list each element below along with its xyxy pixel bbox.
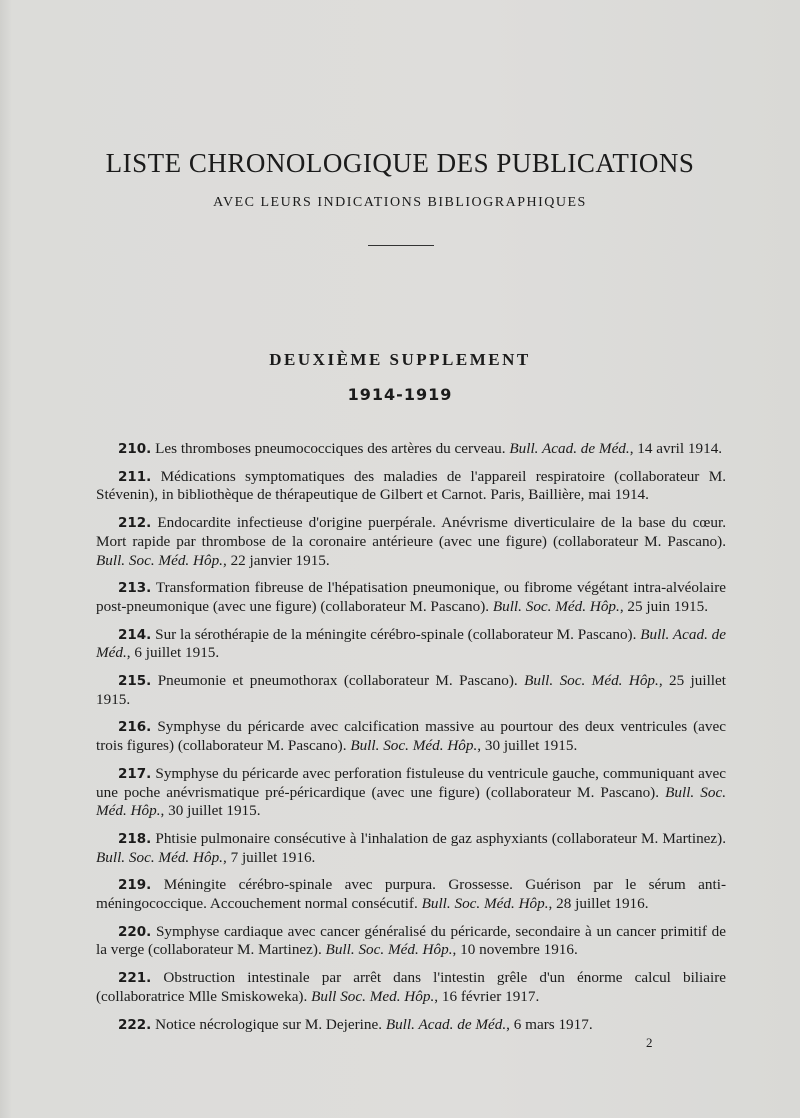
entry-number: 211. [118,468,152,485]
entry-date: , 10 novembre 1916. [452,941,578,959]
entry-text: Obstruction intestinale par arrêt dans l'intestin grêle d'un énorme calcul biliaire (collaboratrice Mlle Smiskoweka). [96,969,726,1005]
entry-reference: Bull. Soc. Méd. Hôp. [350,737,478,755]
entry-reference: Bull. Soc. Méd. Hôp. [96,783,726,820]
entry-number: 214. [118,626,152,643]
entry-reference: Bull. Soc. Méd. Hôp. [325,941,453,959]
entry-date: , 28 juillet 1916. [548,895,649,913]
page-title: LISTE CHRONOLOGIQUE DES PUBLICATIONS [105,148,695,178]
publication-entry [96,830,726,867]
entry-text: Notice nécrologique sur M. Dejerine. [151,1015,386,1033]
entry-reference: Bull. Soc. Méd. Hôp. [524,672,659,690]
entry-number: 210. [118,441,152,457]
entry-text: Endocardite infectieuse d'origine puerpérale. Anévrisme diverticulaire de la base du cœur. Mort rapide par thrombose de la coronaire antérieure (avec une figure) (collaborateur M. Pascano). [96,514,726,550]
entry-date: , 6 mars 1917. [506,1015,593,1033]
entry-date: , 6 juillet 1915. [126,644,220,662]
entry-number: 213. [118,580,152,597]
entry-reference: Bull. Soc. Méd. Hôp. [492,597,620,615]
entry-text: Phtisie pulmonaire consécutive à l'inhalation de gaz asphyxiants (collaborateur M. Martinez). [151,829,726,847]
entry-reference: Bull Soc. Med. Hôp. [311,987,435,1005]
publication-entry [96,468,726,505]
entry-date: , 25 juillet 1915. [96,672,726,708]
entry-number: 220. [118,923,152,940]
entry-number: 218. [118,830,152,847]
entry-text: Méningite cérébro-spinale avec purpura. Grossesse. Guérison par le sérum anti-méningococcique. Accouchement normal consécutif. [96,876,726,913]
entry-text: Symphyse cardiaque avec cancer généralisé du péricarde, secondaire à un cancer primitif de la verge (collaborateur M. Martinez). [96,922,726,959]
entry-reference: Bull. Soc. Méd. Hôp. [96,551,223,569]
entry-reference: Bull. Soc. Méd. Hôp. [421,895,549,913]
supplement-heading: DEUXIÈME SUPPLEMENT [269,350,531,369]
entry-date: , 14 avril 1914. [629,440,723,457]
entry-number: 216. [118,719,152,736]
entry-number: 221. [118,970,152,987]
page-number: 2 [646,1035,653,1050]
publication-entry [96,765,726,821]
entry-date: , 25 juin 1915. [619,597,708,615]
page-subtitle: AVEC LEURS INDICATIONS BIBLIOGRAPHIQUES [213,195,587,210]
publication-entry [96,1016,726,1035]
entry-text: Les thromboses pneumococciques des artères du cerveau. [151,440,510,457]
entry-date: , 22 janvier 1915. [222,551,330,569]
publication-list [96,440,726,1043]
entry-reference: Bull. Acad. de Méd. [509,440,630,457]
publication-entry [96,718,726,755]
entry-text: Pneumonie et pneumothorax (collaborateur M. Pascano). [151,672,525,690]
title-divider [368,245,434,246]
publication-entry [96,876,726,913]
publication-entry [96,440,726,459]
entry-date: , 30 juillet 1915. [477,737,578,755]
entry-number: 219. [118,877,152,894]
publication-entry [96,514,726,570]
entry-reference: Bull. Soc. Méd. Hôp. [96,848,223,866]
publication-entry [96,969,726,1006]
entry-text: Transformation fibreuse de l'hépatisation pneumonique, ou fibrome végétant intra-alvéolaire post-pneumonique (avec une figure) (collaborateur M. Pascano). [96,579,726,615]
entry-reference: Bull. Acad. de Méd. [96,625,727,662]
publication-entry [96,626,726,663]
entry-number: 215. [118,673,152,690]
entry-text: Symphyse du péricarde avec perforation fistuleuse du ventricule gauche, communiquant avec une poche anévrismatique pré-péricardique (avec une figure) (collaborateur M. Pascano). [96,764,726,801]
publication-entry [96,672,726,709]
entry-date: , 30 juillet 1915. [160,802,261,820]
entry-text: Symphyse du péricarde avec calcification massive au pourtour des deux ventricules (avec trois figures) (collaborateur M. Pascano). [96,718,726,755]
entry-date: , 7 juillet 1916. [222,848,316,866]
entry-number: 212. [118,515,152,532]
publication-entry [96,923,726,960]
entry-number: 217. [118,765,152,782]
entry-number: 222. [118,1016,152,1033]
entry-text: Médications symptomatiques des maladies de l'appareil respiratoire (collaborateur M. Stévenin), in bibliothèque de thérapeutique de Gilbert et Carnot. Paris, Baillière, mai 1914. [96,467,726,504]
entry-date: , 16 février 1917. [434,987,540,1005]
entry-reference: Bull. Acad. de Méd. [385,1015,507,1033]
year-range: 1914-1919 [347,385,453,404]
publication-entry [96,579,726,616]
entry-text: Sur la sérothérapie de la méningite cérébro-spinale (collaborateur M. Pascano). [151,625,641,643]
